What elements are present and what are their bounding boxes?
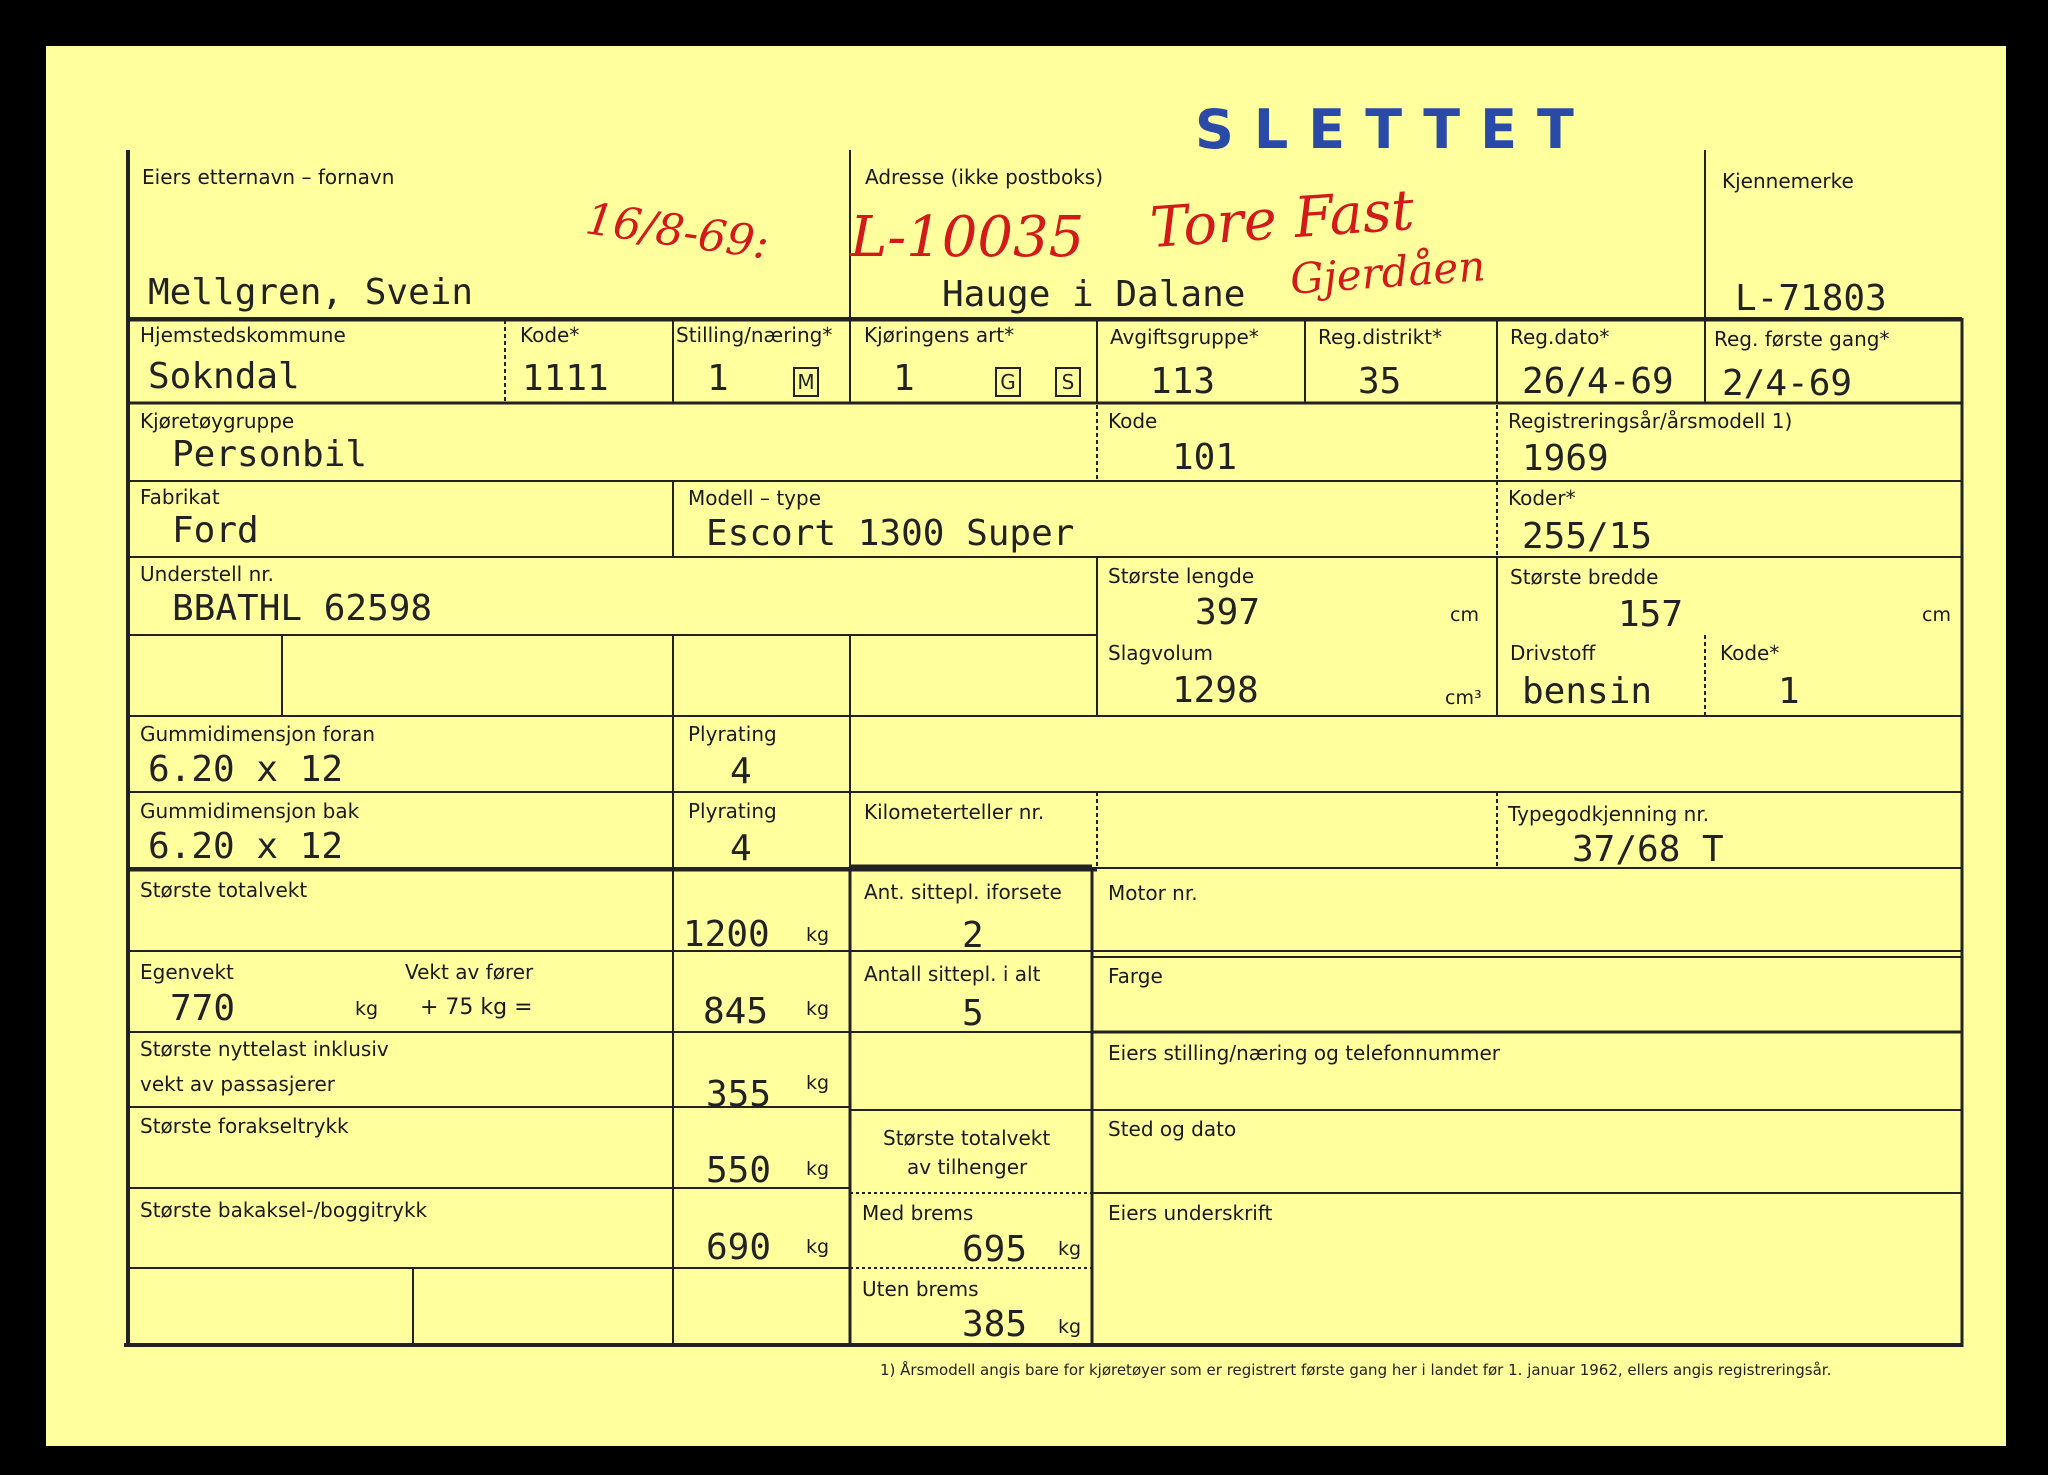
kjoring-box-s: S — [1055, 367, 1081, 397]
handwritten-new-plate: L-10035 — [850, 205, 1085, 270]
slagvolum-unit: cm³ — [1445, 687, 1482, 709]
regdato-value: 26/4-69 — [1522, 361, 1674, 402]
nyttelast-label-2: vekt av passasjerer — [140, 1072, 336, 1096]
deleted-stamp: SLETTET — [1195, 98, 1594, 161]
bakaksel-label: Største bakaksel-/boggitrykk — [140, 1198, 428, 1222]
tilhenger-label-2: av tilhenger — [907, 1155, 1028, 1179]
sitte-forsete-label: Ant. sittepl. iforsete — [864, 880, 1062, 904]
handwritten-new-place: Gjerdåen — [1288, 241, 1487, 304]
regdato-label: Reg.dato* — [1510, 325, 1610, 349]
egenvekt-value: 770 — [170, 988, 236, 1029]
lengde-label: Største lengde — [1108, 564, 1255, 588]
typegodkjenning-label: Typegodkjenning nr. — [1508, 802, 1710, 826]
owner-address: Hauge i Dalane — [942, 274, 1246, 315]
foraksel-value: 550 — [706, 1150, 772, 1191]
ply-foran-label: Plyrating — [688, 722, 777, 746]
med-brems-value: 695 — [962, 1229, 1028, 1270]
regaar-value: 1969 — [1522, 438, 1609, 479]
sted-label: Sted og dato — [1108, 1117, 1237, 1141]
kode-value: 1111 — [522, 358, 609, 399]
nyttelast-label-1: Største nyttelast inklusiv — [140, 1037, 389, 1061]
egenvekt-label: Egenvekt — [140, 960, 234, 984]
lengde-value: 397 — [1195, 592, 1261, 633]
regdistrikt-label: Reg.distrikt* — [1318, 325, 1443, 349]
regforste-value: 2/4-69 — [1722, 363, 1853, 404]
sitte-forsete-value: 2 — [962, 915, 984, 956]
stilling-value: 1 — [707, 358, 729, 399]
kode-label: Kode* — [520, 323, 580, 347]
typegodkjenning-value: 37/68 T — [1572, 829, 1724, 870]
understell-value: BBATHL 62598 — [172, 588, 433, 629]
ply-foran-value: 4 — [730, 751, 752, 792]
dekk-bak-value: 6.20 x 12 — [148, 826, 344, 867]
totalvekt-label: Største totalvekt — [140, 878, 308, 902]
drivstoff-label: Drivstoff — [1510, 641, 1596, 665]
drivkode-value: 1 — [1778, 671, 1800, 712]
uten-brems-value: 385 — [962, 1304, 1028, 1345]
plate-number: L-71803 — [1735, 278, 1887, 319]
bredde-value: 157 — [1618, 594, 1684, 635]
bakaksel-value: 690 — [706, 1227, 772, 1268]
tilhenger-label-1: Største totalvekt — [883, 1126, 1051, 1150]
ply-bak-value: 4 — [730, 828, 752, 869]
dekk-foran-value: 6.20 x 12 — [148, 749, 344, 790]
forer-formula: + 75 kg = — [420, 995, 533, 1020]
plate-label: Kjennemerke — [1722, 169, 1854, 193]
bredde-label: Største bredde — [1510, 565, 1659, 589]
avgift-value: 113 — [1150, 361, 1216, 402]
bakaksel-unit: kg — [806, 1236, 830, 1258]
understell-label: Understell nr. — [140, 562, 274, 586]
gruppekode-value: 101 — [1172, 437, 1238, 478]
drivkode-label: Kode* — [1720, 641, 1780, 665]
lengde-unit: cm — [1450, 604, 1479, 626]
footnote: 1) Årsmodell angis bare for kjøretøyer som er registrert første gang her i landet før 1. januar 1962, ellers angis registreringsår. — [880, 1361, 1832, 1379]
med-brems-label: Med brems — [862, 1201, 974, 1225]
modell-value: Escort 1300 Super — [706, 513, 1075, 554]
avgift-label: Avgiftsgruppe* — [1110, 325, 1259, 349]
kilometer-label: Kilometerteller nr. — [864, 800, 1045, 824]
fabrikat-value: Ford — [172, 510, 259, 551]
underskrift-label: Eiers underskrift — [1108, 1201, 1273, 1225]
modell-label: Modell – type — [688, 486, 821, 510]
regaar-label: Registreringsår/årsmodell 1) — [1508, 409, 1793, 433]
regforste-label: Reg. første gang* — [1714, 327, 1890, 351]
address-label: Adresse (ikke postboks) — [865, 165, 1104, 189]
farge-label: Farge — [1108, 964, 1163, 988]
handwritten-date: 16/8-69: — [582, 193, 773, 270]
sitte-alt-label: Antall sittepl. i alt — [864, 962, 1041, 986]
stilling-label: Stilling/næring* — [676, 323, 833, 347]
nyttelast-unit: kg — [806, 1072, 830, 1094]
uten-brems-unit: kg — [1058, 1316, 1082, 1338]
foraksel-unit: kg — [806, 1158, 830, 1180]
handwritten-new-owner: Tore Fast — [1148, 177, 1417, 262]
egenvekt-unit: kg — [355, 998, 379, 1020]
home-municipality: Sokndal — [148, 356, 300, 397]
koder-label: Koder* — [1508, 486, 1576, 510]
totalvekt-value: 1200 — [683, 914, 770, 955]
forer-total-value: 845 — [703, 991, 769, 1032]
sitte-alt-value: 5 — [962, 993, 984, 1034]
home-label: Hjemstedskommune — [140, 323, 346, 347]
fabrikat-label: Fabrikat — [140, 485, 220, 509]
totalvekt-unit: kg — [806, 924, 830, 946]
drivstoff-value: bensin — [1522, 671, 1653, 712]
regdistrikt-value: 35 — [1358, 361, 1402, 402]
slagvolum-value: 1298 — [1172, 670, 1259, 711]
kjoring-box-g: G — [995, 367, 1021, 397]
uten-brems-label: Uten brems — [862, 1277, 979, 1301]
kjoring-value: 1 — [893, 358, 915, 399]
ply-bak-label: Plyrating — [688, 799, 777, 823]
forer-total-unit: kg — [806, 998, 830, 1020]
motor-label: Motor nr. — [1108, 881, 1198, 905]
dekk-foran-label: Gummidimensjon foran — [140, 722, 376, 746]
dekk-bak-label: Gummidimensjon bak — [140, 799, 360, 823]
nyttelast-value: 355 — [706, 1074, 772, 1115]
slagvolum-label: Slagvolum — [1108, 641, 1213, 665]
med-brems-unit: kg — [1058, 1238, 1082, 1260]
stilling-box-m: M — [793, 367, 819, 397]
bredde-unit: cm — [1922, 604, 1951, 626]
gruppekode-label: Kode — [1108, 409, 1158, 433]
owner-label: Eiers etternavn – fornavn — [142, 165, 395, 189]
gruppe-label: Kjøretøygruppe — [140, 409, 295, 433]
owner-name: Mellgren, Svein — [148, 272, 474, 313]
eier-stilling-label: Eiers stilling/næring og telefonnummer — [1108, 1041, 1501, 1065]
forer-label: Vekt av fører — [405, 960, 534, 984]
gruppe-value: Personbil — [172, 434, 368, 475]
kjoring-label: Kjøringens art* — [864, 323, 1015, 347]
foraksel-label: Største forakseltrykk — [140, 1114, 349, 1138]
koder-value: 255/15 — [1522, 516, 1653, 557]
